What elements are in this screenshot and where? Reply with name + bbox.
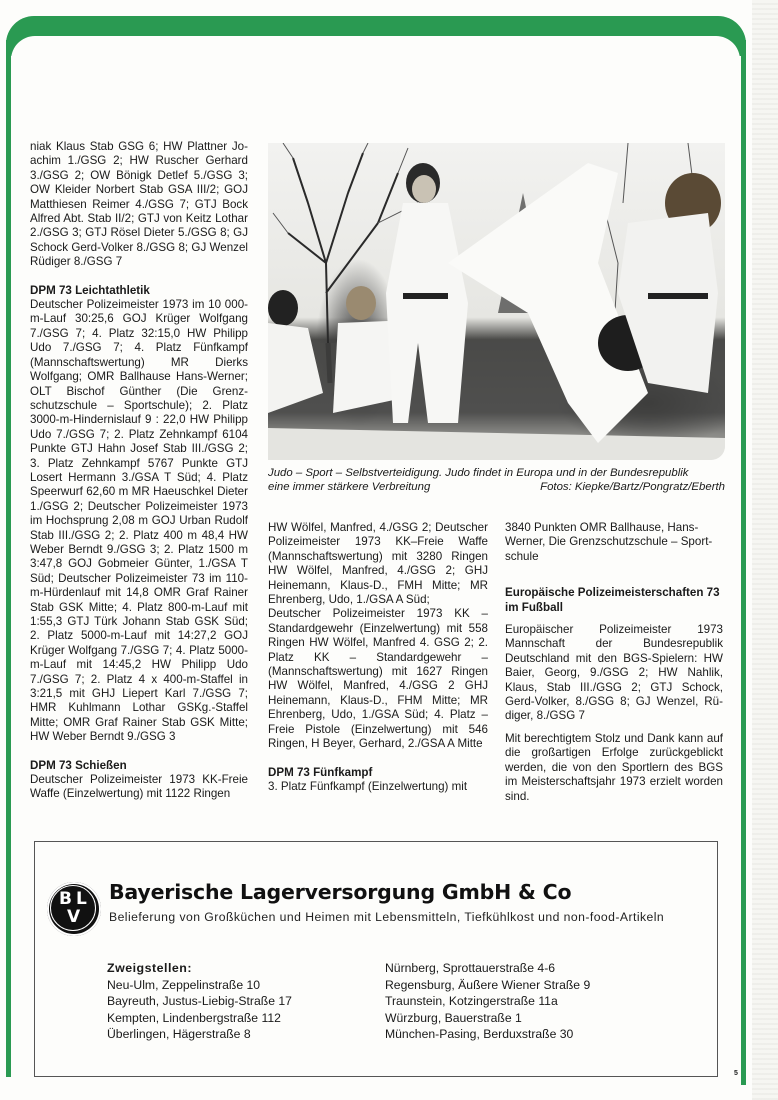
advertisement-box	[34, 841, 718, 1077]
section-heading-leichtathletik: DPM 73 Leichtathletik	[30, 283, 150, 297]
branch-item: Kempten, Lindenbergstraße 112	[107, 1010, 281, 1025]
branch-item: Nürnberg, Sprottauerstraße 4-6	[385, 961, 556, 975]
photo-credit: Fotos: Kiepke/Bartz/Pongratz/Eberth	[540, 481, 725, 493]
standardgewehr-text: Deutscher Polizeimeister 1973 KK – Standardgewehr (Einzelwertung) mit 558 Ringen HW Wölfel, Manfred 4. GSG 2; 2. Platz KK – Standardgewehr – (Mannschaftswertung) mit 1627 Ringen HW Wölfel, Manfred, 4./GSG 2 GHJ Heinemann, Klaus-D., FHM Mitte; MR Ehrenberg, Udo, 1./GSA Süd; 4. Platz – Freie Pistole (Einzelwertung) mit 546 Ringen, H Beyer, Gerhard, 2./GSA A Mitte	[268, 607, 488, 751]
branches-heading: Zweigstellen:	[107, 961, 192, 975]
column-middle	[268, 521, 488, 794]
logo-letter-v: V	[67, 907, 81, 927]
schiessen-text: Deutscher Polizeimeister 1973 KK-Freie Waffe (Einzelwertung) mit 1122 Ringen	[30, 773, 248, 801]
closing-text: Mit berechtigtem Stolz und Dank kann auf die großartigen Erfolge zurückgeblickt werden, die von den Sportlern des BGS im Meisterschaftsjahr 1973 erzielt worden sind.	[505, 731, 723, 803]
fussball-text: Europäischer Polizeimeister 1973 Mannschaft der Bundesrepublik Deutschland mit den BGS-Spielern: HW Baier, Georg, 9./GSG 2; HW Nahlik, Klaus, Stab III./GSG 2; GTJ Schock, Gerd-Volker, 8./GSG 8; GJ Wenzel, Rüdiger, 8./GSG 7	[505, 623, 723, 723]
section-heading-schiessen: DPM 73 Schießen	[30, 758, 127, 772]
branches-right	[385, 960, 590, 1043]
branch-item: Traunstein, Kotzingerstraße 11a	[385, 994, 558, 1009]
blv-logo	[47, 882, 101, 936]
branches-left	[107, 960, 292, 1043]
logo-letter-l: L	[76, 889, 87, 909]
fuenfkampf-text: 3. Platz Fünfkampf (Einzelwertung) mit	[268, 779, 468, 793]
branch-item: München-Pasing, Berduxstraße 30	[385, 1027, 574, 1042]
page-frame-left	[6, 40, 11, 1077]
photo-caption	[268, 466, 725, 494]
company-tagline: Belieferung von Großküchen und Heimen mit Lebensmitteln, Tiefkühlkost und non-food-Artikeln	[109, 910, 665, 924]
section-heading-fussball: Europäische Polizeimeisterschaften 73 im Fußball	[505, 586, 720, 614]
page-frame-right	[741, 40, 746, 1085]
column-left	[30, 140, 248, 802]
branch-item: Bayreuth, Justus-Liebig-Straße 17	[107, 994, 292, 1009]
page-frame-inner	[11, 36, 740, 76]
caption-line-2: eine immer stärkere Verbreitung	[268, 481, 431, 493]
leichtathletik-text: Deutscher Polizeimeister 1973 im 10 000-m-Lauf 30:25,6 GOJ Krüger Wolfgang 7./GSG 7; 4. Platz 32:15,0 HW Philipp Udo 7./GSG 7; 4. Platz Fünfkampf (Mannschaftswertung) MR Dierks Wolfgang; OMR Ballhause Hans-Werner; OLT Bischof Günther (Die Grenzschutzschule – Sportschule); 2. Platz 3000-m-Hindernislauf 9 : 22,0 HW Philipp Udo 7./GSG 7; 2. Platz Zehnkampf 6104 Punkte GTJ Hahn Josef Stab III./GSG 2; 3. Platz Zehnkampf 5767 Punkte GTJ Losert Hermann 3./GSA T Süd; 4. Platz Speerwurf 62,60 m MR Haeuschkel Dieter 1./GSG 2; Deutscher Polizeimeister 1973 im Hochsprung 2,08 m GOJ Urban Rudolf Stab III./GSG 2; 2. Platz 400 m 48,4 HW Weber Berndt 9./GSG 3; 2. Platz 1500 m 3:47,8 GOJ Gobmeier Günter, 1./GSA T Süd; Deutscher Polizeimeister 73 im 110-m-Hürdenlauf mit 14,8 OMR Graf Rainer Stab GSK Mitte; 4. Platz 800-m-Lauf mit 1:55,3 GTJ Türk Johann Stab GSK Süd; 2. Platz 5000-m-Lauf mit 14:27,2 GOJ Krüger Wolfgang 7./GSG 7; 4. Platz 5000-m-Lauf mit 14:45,2 HW Philipp Udo 7./GSG 7; 2. Platz 4 x 400-m-Staffel in 3:21,5 mit GHJ Liepert Karl 7./GSG 7; HMR Kuhlmann Lothar GSKg.-Staffel Mitte; OMR Graf Rainer Stab GSK Mitte; HW Weber Berndt 9./GSG 3	[30, 298, 248, 744]
judo-photo-illustration	[268, 143, 725, 460]
column-right	[505, 521, 723, 804]
schiessen-text-continued: HW Wölfel, Manfred, 4./GSG 2; Deutscher Polizeimeister 1973 KK–Freie Waffe (Mannschaftswertung) mit 3280 Ringen HW Wölfel, Manfred, 4./GSG 2; GHJ Heinemann, Klaus-D., FMH Mitte; MR Ehrenberg, Udo, 1./GSA A Süd;	[268, 521, 488, 607]
branch-item: Regensburg, Äußere Wiener Straße 9	[385, 977, 591, 992]
page-number: 5	[734, 1070, 738, 1077]
athletes-list-continued: niak Klaus Stab GSG 6; HW Plattner Joachim 1./GSG 2; HW Ruscher Gerhard 3./GSG 2; OW Bönigk Detlef 5./GSG 3; OW Kleider Norbert Stab GSA III/2; GOJ Matthiesen Reimer 4./GSG 7; GTJ Bock Alfred Abt. Stab II/2; GTJ von Keitz Lothar 2./GSG 3; GTJ Rösel Dieter 5./GSG 8; GJ Schock Gerd-Volker 8./GSG 8; GJ Wenzel Rüdiger 8./GSG 7	[30, 140, 248, 269]
judo-photo	[268, 143, 725, 460]
fuenfkampf-text-continued: 3840 Punkten OMR Ballhause, Hans-Werner, Die Grenzschutzschule – Sportschule	[505, 521, 713, 563]
caption-line-1: Judo – Sport – Selbstverteidigung. Judo findet in Europa und in der Bundesrepublik	[268, 467, 689, 479]
company-name: Bayerische Lagerversorgung GmbH & Co	[109, 880, 572, 904]
logo-letter-b: B	[59, 889, 72, 909]
scan-edge	[752, 0, 778, 1100]
branch-item: Würzburg, Bauerstraße 1	[385, 1010, 522, 1025]
branch-item: Überlingen, Hägerstraße 8	[107, 1027, 251, 1042]
section-heading-fuenfkampf: DPM 73 Fünfkampf	[268, 765, 373, 779]
branch-item: Neu-Ulm, Zeppelinstraße 10	[107, 977, 261, 992]
